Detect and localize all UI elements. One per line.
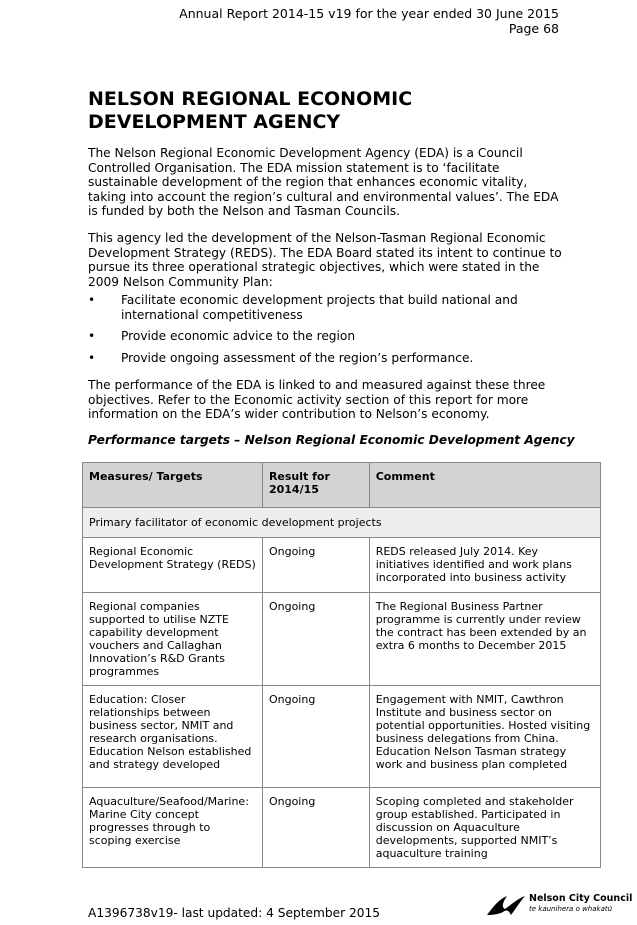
result-cell: Ongoing <box>262 788 369 868</box>
column-header: Measures/ Targets <box>83 463 263 508</box>
result-cell: Ongoing <box>262 593 369 686</box>
comment-cell: REDS released July 2014. Key initiatives identified and work plans incorporated into business activity <box>369 538 600 593</box>
measure-cell: Regional companies supported to utilise NZTE capability development vouchers and Callaghan Innovation’s R&D Grants programmes <box>83 593 263 686</box>
section-label: Primary facilitator of economic development projects <box>83 508 601 538</box>
objectives-list <box>88 293 568 372</box>
bullet-icon: • <box>88 350 96 365</box>
reds-paragraph: This agency led the development of the Nelson-Tasman Regional Economic Development Strategy (REDS). The EDA Board stated its intent to continue to pursue its three operational strategic objectives, which were stated in the 2009 Nelson Community Plan: <box>88 231 562 289</box>
result-cell: Ongoing <box>262 686 369 788</box>
intro-paragraph: The Nelson Regional Economic Development Agency (EDA) is a Council Controlled Organisation. The EDA mission statement is to ‘facilitate sustainable development of the region that enhances economic vitality, taking into account the region’s cultural and environmental values’. The EDA is funded by both the Nelson and Tasman Councils. <box>88 146 559 218</box>
bullet-icon: • <box>88 293 96 307</box>
council-logo-name: Nelson City Council <box>529 893 633 904</box>
performance-paragraph: The performance of the EDA is linked to and measured against these three objectives. Refer to the Economic activity section of this report for more information on the EDA’s wider contribution to Nelson’s economy. <box>88 378 546 421</box>
result-cell: Ongoing <box>262 538 369 593</box>
page-header <box>179 6 559 36</box>
council-logo-tagline: te kaunihera o whakatū <box>529 905 613 913</box>
list-item: • Provide economic advice to the region <box>88 329 356 343</box>
list-item: • Provide ongoing assessment of the region’s performance. <box>88 350 474 365</box>
measure-cell: Regional Economic Development Strategy (REDS) <box>83 538 263 593</box>
page-number: Page 68 <box>508 21 559 36</box>
column-header: Comment <box>369 463 600 508</box>
footer-doc-reference: A1396738v19- last updated: 4 September 2015 <box>88 906 381 920</box>
performance-table <box>82 462 601 868</box>
list-item: • Facilitate economic development projects that build national and international competitiveness <box>88 293 518 322</box>
measure-cell: Aquaculture/Seafood/Marine: Marine City concept progresses through to scoping exercise <box>83 788 263 868</box>
measure-cell: Education: Closer relationships between business sector, NMIT and research organisations. Education Nelson established and strategy developed <box>83 686 263 788</box>
table-row <box>83 788 601 868</box>
table-row <box>83 593 601 686</box>
table-section-row <box>83 508 601 538</box>
table-row <box>83 686 601 788</box>
comment-cell: Engagement with NMIT, Cawthron Institute and business sector on potential opportunities. Hosted visiting business delegations from China. Education Nelson Tasman strategy work and business plan completed <box>369 686 600 788</box>
report-title-line: Annual Report 2014-15 v19 for the year ended 30 June 2015 <box>179 6 559 21</box>
table-header-row <box>83 463 601 508</box>
column-header: Result for 2014/15 <box>262 463 369 508</box>
comment-cell: The Regional Business Partner programme is currently under review the contract has been extended by an extra 6 months to December 2015 <box>369 593 600 686</box>
table-row <box>83 538 601 593</box>
table-caption: Performance targets – Nelson Regional Economic Development Agency <box>88 433 575 447</box>
comment-cell: Scoping completed and stakeholder group established. Participated in discussion on Aquaculture developments, supported NMIT’s aquaculture training <box>369 788 600 868</box>
bullet-icon: • <box>88 329 96 343</box>
section-title: NELSON REGIONAL ECONOMIC DEVELOPMENT AGENCY <box>88 88 413 133</box>
